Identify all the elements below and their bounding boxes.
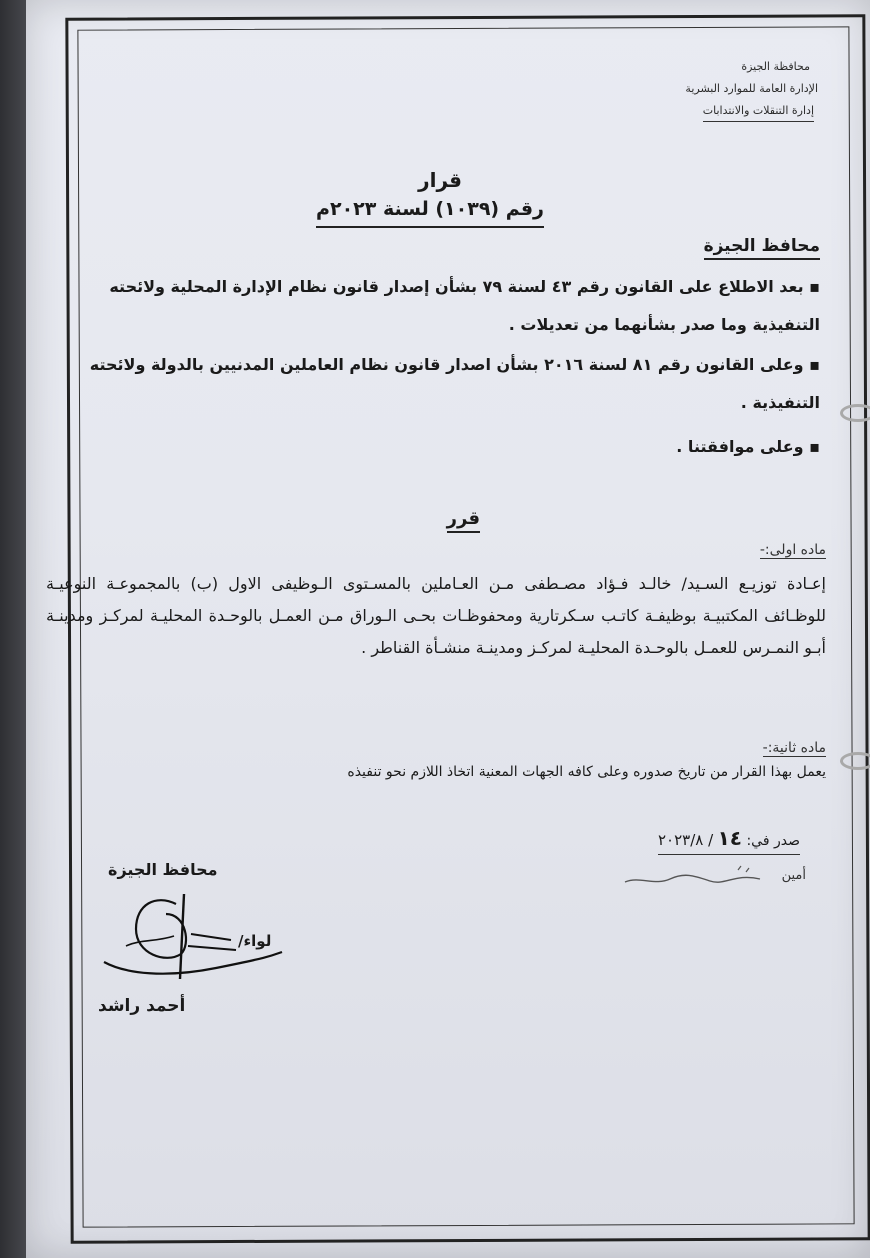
governor-heading: محافظ الجيزة xyxy=(704,236,820,260)
header-governorate: محافظة الجيزة xyxy=(741,60,810,73)
secretary-label: أمين xyxy=(781,868,806,883)
article-2-text: يعمل بهذا القرار من تاريخ صدوره وعلى كافه الجهات المعنية اتخاذ اللازم نحو تنفيذه xyxy=(347,764,826,780)
issue-date-rest: / ٢٠٢٣/٨ xyxy=(657,831,714,849)
article-1-label: ماده اولى:- xyxy=(759,542,826,558)
signature-title: محافظ الجيزة xyxy=(108,860,218,879)
binder-ring xyxy=(840,752,870,770)
decision-number: رقم (١٠٣٩) لسنة ٢٠٢٣م xyxy=(316,198,544,228)
header-division: إدارة التنقلات والانتدابات xyxy=(703,102,814,122)
binder-ring xyxy=(840,404,870,422)
preamble-item: ▪ بعد الاطلاع على القانون رقم ٤٣ لسنة ٧٩ بشأن إصدار قانون نظام الإدارة المحلية ولائحته التنفيذية وما صدر بشأنهما من تعديلات . xyxy=(60,268,820,344)
article-1-text: إعـادة توزيـع السـيد/ خالـد فـؤاد مصـطفى مـن العـاملين بالمسـتوى الـوظيفى الاول (ب) بالمجموعـة النوعيـة للوظـائف المكتبيـة بوظيفـة كاتـب سـكرتارية ومحفوظـات بحـى الـوراق مـن العمـل بالوحـدة المحليـة لمركـز ومدينـة أبـو النمـرس للعمـل بالوحـدة المحليـة لمركـز ومدينـة منشـأة القناطر . xyxy=(46,574,826,657)
signature-name: أحمد راشد xyxy=(98,996,186,1016)
issue-date-day: ١٤ xyxy=(717,826,743,850)
preamble-item: ▪ وعلى موافقتنا . xyxy=(60,428,820,466)
signature-rank: لواء/ xyxy=(238,932,272,950)
article-2-label: ماده ثانية:- xyxy=(762,740,826,756)
secretary-signature xyxy=(620,862,770,892)
issue-date-label: صدر في: xyxy=(746,833,800,849)
decided-heading: قرر xyxy=(447,508,480,533)
governor-signature xyxy=(96,884,286,994)
header-department: الإدارة العامة للموارد البشرية xyxy=(685,82,818,95)
decision-title: قرار xyxy=(418,168,462,192)
preamble-item: ▪ وعلى القانون رقم ٨١ لسنة ٢٠١٦ بشأن اصدار قانون نظام العاملين المدنيين بالدولة ولائحته التنفيذية . xyxy=(60,346,820,422)
issue-date xyxy=(658,826,800,855)
